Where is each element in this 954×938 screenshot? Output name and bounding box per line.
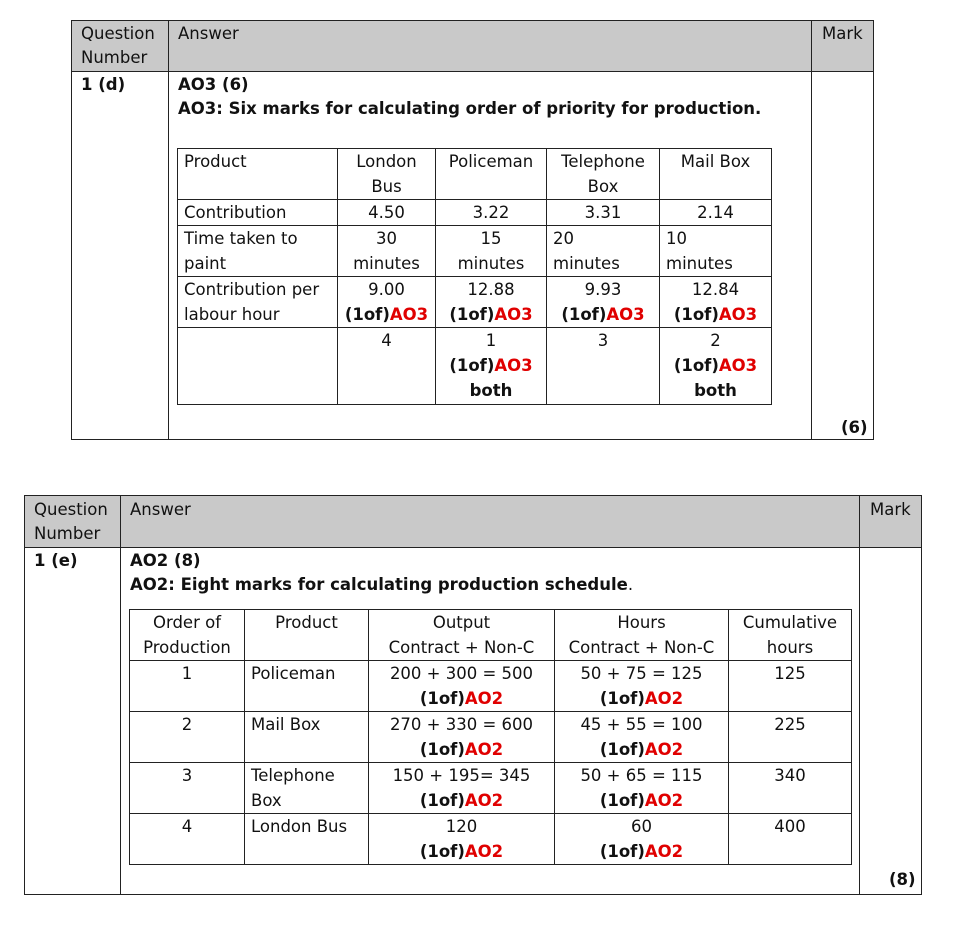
total-mark: (8)	[889, 870, 916, 889]
product-cell: Mail Box	[245, 712, 369, 763]
contribution-cell: 3.22	[436, 200, 547, 226]
contribution-per-hour-cell: 12.84 (1of)AO3	[660, 277, 772, 328]
hours-cell: 45 + 55 = 100 (1of)AO2	[555, 712, 729, 763]
policeman-header: Policeman	[436, 149, 547, 200]
table-row	[178, 277, 772, 328]
production-schedule-table	[129, 609, 852, 865]
assessment-objective: AO3 (6)	[178, 75, 249, 94]
contribution-per-hour-cell: 9.00 (1of)AO3	[338, 277, 436, 328]
header-number-label: Number	[34, 524, 101, 543]
time-cell: 20 minutes	[547, 226, 660, 277]
output-cell: 200 + 300 = 500 (1of)AO2	[369, 661, 555, 712]
product-header: Product	[245, 610, 369, 661]
london-bus-header: London Bus	[338, 149, 436, 200]
cumulative-cell: 125	[729, 661, 852, 712]
order-cell: 1	[130, 661, 245, 712]
rank-cell: 1 (1of)AO3 both	[436, 328, 547, 405]
time-cell: 15 minutes	[436, 226, 547, 277]
product-cell: Policeman	[245, 661, 369, 712]
rank-cell: 2 (1of)AO3 both	[660, 328, 772, 405]
header-question-label: Question	[81, 24, 155, 43]
table-row	[178, 200, 772, 226]
header-answer-label: Answer	[178, 24, 239, 43]
column-divider	[168, 21, 169, 439]
hours-cell: 50 + 65 = 115 (1of)AO2	[555, 763, 729, 814]
product-header: Product	[178, 149, 338, 200]
header-mark-label: Mark	[822, 24, 863, 43]
cumulative-cell: 340	[729, 763, 852, 814]
contribution-per-hour-cell: 12.88 (1of)AO3	[436, 277, 547, 328]
time-cell: 10 minutes	[660, 226, 772, 277]
hours-cell: 60 (1of)AO2	[555, 814, 729, 865]
question-1e-box	[24, 495, 922, 895]
question-number: 1 (d)	[81, 75, 126, 94]
column-divider	[120, 496, 121, 894]
table-row	[178, 328, 772, 405]
cumulative-cell: 400	[729, 814, 852, 865]
product-cell: Telephone Box	[245, 763, 369, 814]
table-row	[130, 814, 852, 865]
priority-table	[177, 148, 772, 405]
question-description: AO2: Eight marks for calculating production schedule.	[130, 575, 634, 594]
table-row	[130, 661, 852, 712]
column-divider	[811, 21, 812, 439]
column-divider	[859, 496, 860, 894]
table-row	[178, 149, 772, 200]
header-question-label: Question	[34, 500, 108, 519]
table-row	[130, 712, 852, 763]
contribution-per-hour-label: Contribution per labour hour	[178, 277, 338, 328]
contribution-cell: 3.31	[547, 200, 660, 226]
rank-cell: 4	[338, 328, 436, 405]
hours-header: Hours Contract + Non-C	[555, 610, 729, 661]
header-mark-label: Mark	[870, 500, 911, 519]
question-1d-box	[71, 20, 874, 440]
header-number-label: Number	[81, 48, 148, 67]
time-cell: 30 minutes	[338, 226, 436, 277]
header-answer-label: Answer	[130, 500, 191, 519]
product-cell: London Bus	[245, 814, 369, 865]
table-row	[178, 226, 772, 277]
output-cell: 150 + 195= 345 (1of)AO2	[369, 763, 555, 814]
contribution-label: Contribution	[178, 200, 338, 226]
contribution-per-hour-cell: 9.93 (1of)AO3	[547, 277, 660, 328]
output-cell: 120 (1of)AO2	[369, 814, 555, 865]
order-cell: 2	[130, 712, 245, 763]
question-number: 1 (e)	[34, 551, 78, 570]
rank-label	[178, 328, 338, 405]
table-row	[130, 763, 852, 814]
contribution-cell: 4.50	[338, 200, 436, 226]
hours-cell: 50 + 75 = 125 (1of)AO2	[555, 661, 729, 712]
order-header: Order of Production	[130, 610, 245, 661]
table-row	[130, 610, 852, 661]
contribution-cell: 2.14	[660, 200, 772, 226]
output-cell: 270 + 330 = 600 (1of)AO2	[369, 712, 555, 763]
assessment-objective: AO2 (8)	[130, 551, 201, 570]
time-taken-label: Time taken to paint	[178, 226, 338, 277]
order-cell: 4	[130, 814, 245, 865]
telephone-box-header: Telephone Box	[547, 149, 660, 200]
cumulative-header: Cumulative hours	[729, 610, 852, 661]
order-cell: 3	[130, 763, 245, 814]
cumulative-cell: 225	[729, 712, 852, 763]
rank-cell: 3	[547, 328, 660, 405]
mail-box-header: Mail Box	[660, 149, 772, 200]
question-description: AO3: Six marks for calculating order of priority for production.	[178, 99, 762, 118]
output-header: Output Contract + Non-C	[369, 610, 555, 661]
total-mark: (6)	[841, 418, 868, 437]
